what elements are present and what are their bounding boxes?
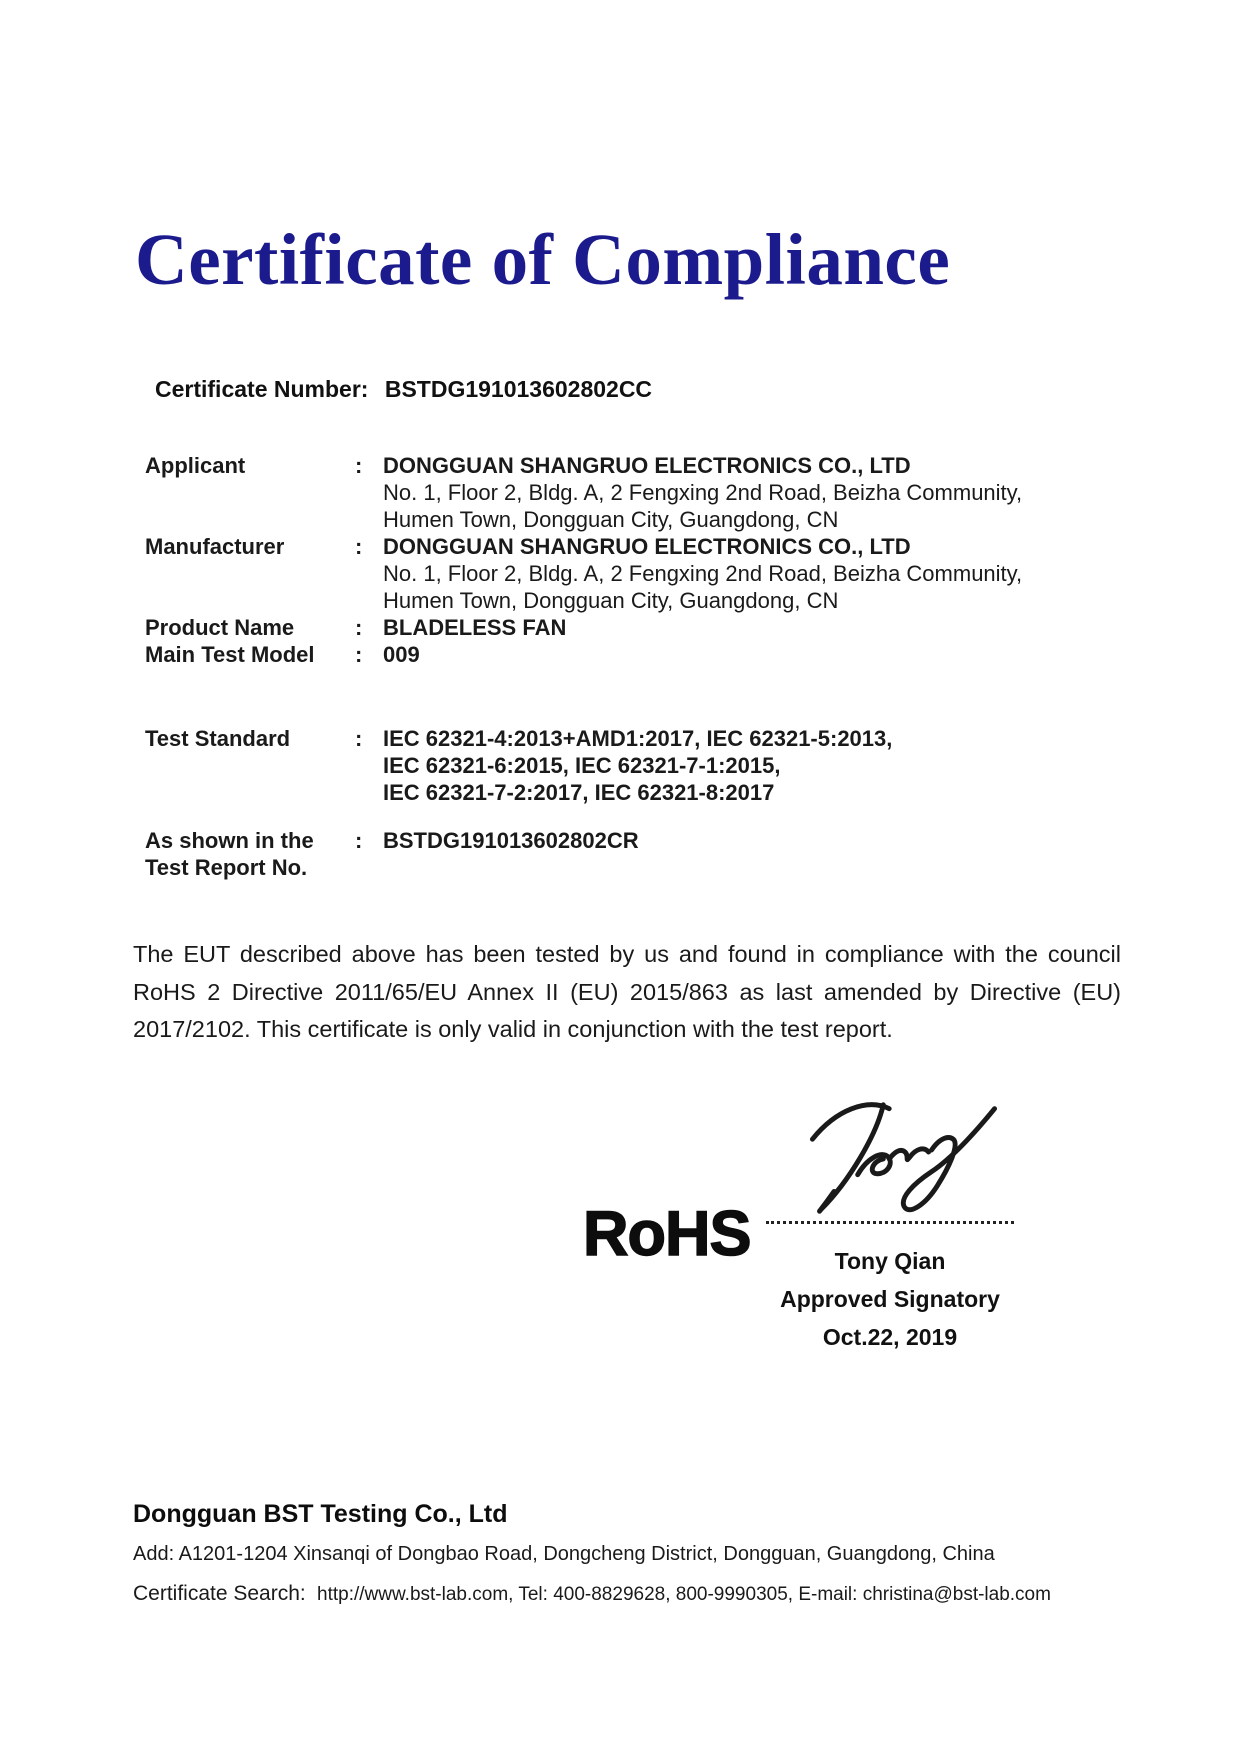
test-standard-row (145, 725, 1085, 806)
rohs-logo: RoHS (583, 1199, 751, 1269)
manufacturer-address-line1: No. 1, Floor 2, Bldg. A, 2 Fengxing 2nd Road, Beizha Community, (383, 561, 1023, 586)
product-name-row (145, 614, 1085, 641)
colon-separator: : (355, 726, 363, 751)
certificate-number-label: Certificate Number: (155, 376, 369, 402)
test-standard-value (383, 725, 1085, 806)
main-test-model-label: Main Test Model (145, 642, 315, 667)
main-test-model-value: 009 (383, 642, 420, 667)
applicant-label: Applicant (145, 453, 246, 478)
certificate-search-row (133, 1582, 1133, 1606)
signature-date: Oct.22, 2019 (822, 1324, 958, 1350)
colon-separator: : (355, 615, 363, 640)
colon-separator: : (355, 453, 363, 478)
test-report-label-line1: As shown in the (145, 828, 314, 853)
main-test-model-row (145, 641, 1085, 668)
test-standard-line1: IEC 62321-4:2013+AMD1:2017, IEC 62321-5:2013, (383, 726, 893, 751)
manufacturer-label: Manufacturer (145, 534, 285, 559)
test-standard-label: Test Standard (145, 726, 291, 751)
footer (133, 1500, 1133, 1606)
product-name-value: BLADELESS FAN (383, 615, 567, 640)
page-title: Certificate of Compliance (135, 219, 951, 300)
signature-icon (788, 1090, 1016, 1218)
compliance-statement: The EUT described above has been tested by us and found in compliance with the council RoHS 2 Directive 2011/65/EU Annex II (EU) 2015/863 as last amended by Directive (EU) 2017/2102. This certificate is only valid in conjunction with the test report. (133, 941, 1121, 1042)
applicant-name: DONGGUAN SHANGRUO ELECTRONICS CO., LTD (383, 453, 911, 478)
applicant-row (145, 452, 1085, 533)
product-name-label: Product Name (145, 615, 295, 640)
lab-address: Add: A1201-1204 Xinsanqi of Dongbao Road, Dongcheng District, Dongguan, Guangdong, China (133, 1543, 995, 1565)
manufacturer-value (383, 533, 1085, 614)
manufacturer-name: DONGGUAN SHANGRUO ELECTRONICS CO., LTD (383, 534, 911, 559)
manufacturer-address-line2: Humen Town, Dongguan City, Guangdong, CN (383, 588, 839, 613)
applicant-address-line1: No. 1, Floor 2, Bldg. A, 2 Fengxing 2nd Road, Beizha Community, (383, 480, 1023, 505)
signatory-role: Approved Signatory (780, 1286, 1000, 1312)
certificate-number-value: BSTDG191013602802CC (384, 376, 653, 402)
certificate-search-value: http://www.bst-lab.com, Tel: 400-8829628, 800-9990305, E-mail: christina@bst-lab.com (317, 1584, 1051, 1605)
test-report-row (145, 827, 1085, 881)
certificate-number-row (155, 376, 652, 403)
test-report-value: BSTDG191013602802CR (383, 828, 639, 853)
test-report-label (145, 827, 355, 881)
certificate-details (145, 452, 1085, 881)
colon-separator: : (355, 534, 363, 559)
certificate-search-label: Certificate Search: (133, 1582, 306, 1605)
colon-separator: : (355, 828, 363, 853)
test-report-label-line2: Test Report No. (145, 855, 308, 880)
signatory-name: Tony Qian (834, 1248, 946, 1274)
manufacturer-row (145, 533, 1085, 614)
signature-line (766, 1202, 1014, 1224)
applicant-address-line2: Humen Town, Dongguan City, Guangdong, CN (383, 507, 839, 532)
colon-separator: : (355, 642, 363, 667)
test-standard-line2: IEC 62321-6:2015, IEC 62321-7-1:2015, (383, 753, 781, 778)
test-standard-line3: IEC 62321-7-2:2017, IEC 62321-8:2017 (383, 780, 775, 805)
lab-company-name: Dongguan BST Testing Co., Ltd (133, 1500, 508, 1528)
applicant-value (383, 452, 1085, 533)
